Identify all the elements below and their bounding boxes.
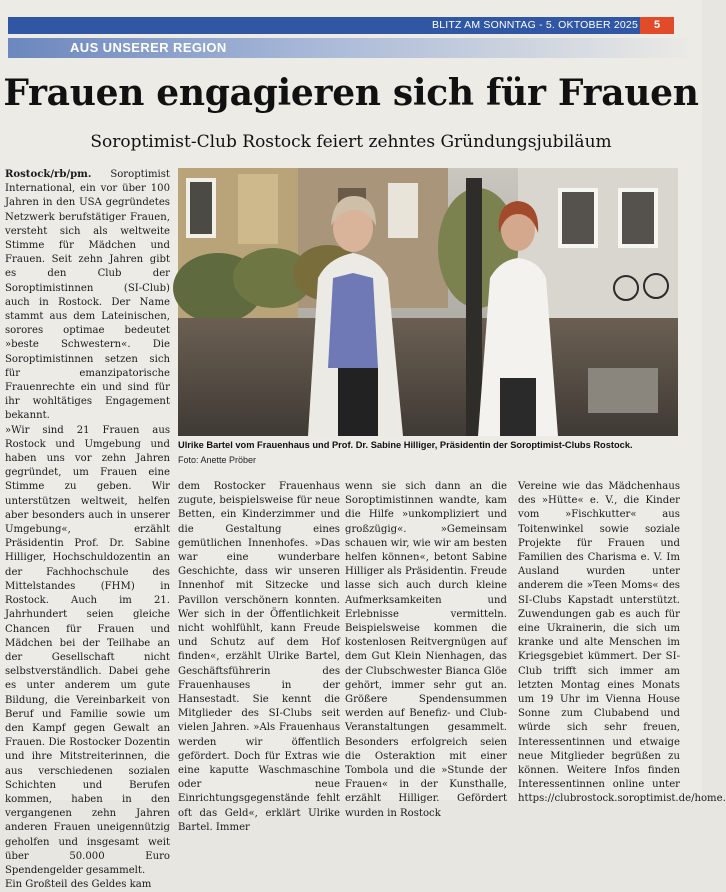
newspaper-info: BLITZ AM SONNTAG - 5. OKTOBER 2025 <box>432 19 638 31</box>
article-column-4 <box>518 480 726 807</box>
paragraph: wenn sie sich dann an die Soroptimistinnen wandte, kam die Hilfe »unkompliziert und großzügig«. »Gemeinsam schauen wir, wie wir am besten helfen können«, betont Sabine Hilliger als Präsidentin. Freude lasse sich auch durch kleine Aufmerksamkeiten und Erlebnisse vermitteln. Beispielsweise kommen die kostenlosen Reitvergnügen auf dem Gut Klein Nienhagen, das der Clubschwester Bianca Glöe gehört, immer sehr gut an. Größere Spendensummen werden auf Benefiz- und Club-Veranstaltungen gesammelt. Besonders erfolgreich seien die Osteraktion mit einer Tombola und die »Stunde der Frauen« in der Kunsthalle, erzählt Hilliger. Gefördert wurden in Rostock <box>345 481 507 819</box>
masthead-bar <box>8 17 658 34</box>
article-headline: Frauen engagieren sich für Frauen <box>3 72 699 114</box>
article-column-3 <box>345 480 507 821</box>
article-column-1 <box>5 168 170 892</box>
paragraph: »Wir sind 21 Frauen aus Rostock und Umgebung und haben uns vor zehn Jahren gegründet, um Frauen eine Stimme zu geben. Wir unterstützen weltweit, helfen aber besonders auch in unserer Umgebung«, erzählt Präsidentin Prof. Dr. Sabine Hilliger, Hochschuldozentin an der Fachhochschule des Mittelstandes (FHM) in Rostock. Auch im 21. Jahrhundert seien gleiche Chancen für Frauen und Mädchen bei der Teilhabe an der Gesellschaft nicht selbstverständlich. Dabei gehe es unter anderem um gute Bildung, die Vereinbarkeit von Beruf und Familie sowie um den Kampf gegen Gewalt an Frauen. Die Rostocker Dozentin und ihre Mitstreiterinnen, die aus verschiedenen sozialen Schichten und Berufen kommen, haben in den vergangenen zehn Jahren anderen Frauen uneigennützig geholfen und insgesamt weit über 50.000 Euro Spendengelder gesammelt. <box>5 424 170 876</box>
article-column-2 <box>178 480 340 835</box>
photo-credit: Foto: Anette Pröber <box>178 455 257 465</box>
page-number: 5 <box>640 17 674 34</box>
section-banner <box>8 38 698 58</box>
paragraph: Vereine wie das Mädchenhaus des »Hütte« e. V., die Kinder vom »Fischkutter« aus Toitenwinkel sowie soziale Projekte für Frauen und Familien des Charisma e. V. Im Ausland wurden unter anderem die »Teen Moms« des SI-Clubs Kapstadt unterstützt. Zuwendungen gab es auch für eine Ukrainerin, die sich um kranke und alte Menschen im Kriegsgebiet kümmert. Der SI-Club trifft sich immer am letzten Montag eines Monats um 19 Uhr im Vienna House Sonne zum Clubabend und würde sich sehr freuen, Interessentinnen und etwaige neue Mitglieder begrüßen zu können. Weitere Infos finden Interessentinnen online unter https://clubrostock.soroptimist.de/home. <box>518 481 726 805</box>
paragraph <box>5 168 170 424</box>
photo-caption: Ulrike Bartel vom Frauenhaus und Prof. Dr. Sabine Hilliger, Präsidentin der Soroptimist-Clubs Rostock. <box>178 440 633 450</box>
paragraph-text: Soroptimist International, ein vor über 100 Jahren in den USA gegründetes Netzwerk berufstätiger Frauen, versteht sich als weltweite Stimme für Mädchen und Frauen. Seit zehn Jahren gibt es den Club der Soroptimistinnen (SI-Club) auch in Rostock. Der Name stammt aus dem Lateinischen, sorores optimae bedeutet »beste Schwestern«. Die Soroptimistinnen setzen sich für emanzipatorische Frauenrechte ein und sind für ihr wohltätiges Engagement bekannt. <box>5 169 170 422</box>
photo-illustration <box>178 168 678 436</box>
section-title: AUS UNSERER REGION <box>70 40 227 55</box>
article-photo <box>178 168 678 436</box>
article-subheadline: Soroptimist-Club Rostock feiert zehntes Gründungsjubiläum <box>90 132 612 152</box>
paragraph: Ein Großteil des Geldes kam <box>5 879 152 891</box>
dateline: Rostock/rb/pm. <box>5 169 92 180</box>
paragraph: dem Rostocker Frauenhaus zugute, beispielsweise für neue Betten, ein Kinderzimmer und die Gestaltung eines gemütlichen Innenhofes. »Das war eine wunderbare Geschichte, dass wir unseren Innenhof mit Sitzecke und Pavillon verschönern konnten. Wer sich in der Öffentlichkeit nicht wohlfühlt, kann Freude und Schutz auf dem Hof finden«, erzählt Ulrike Bartel, Geschäftsführerin des Frauenhauses in der Hansestadt. Sie kennt die Mitglieder des SI-Clubs seit vielen Jahren. »Als Frauenhaus werden wir öffentlich gefördert. Doch für Extras wie eine kaputte Waschmaschine oder neue Einrichtungsgegenstände fehlt oft das Geld«, erklärt Ulrike Bartel. Immer <box>178 481 340 833</box>
